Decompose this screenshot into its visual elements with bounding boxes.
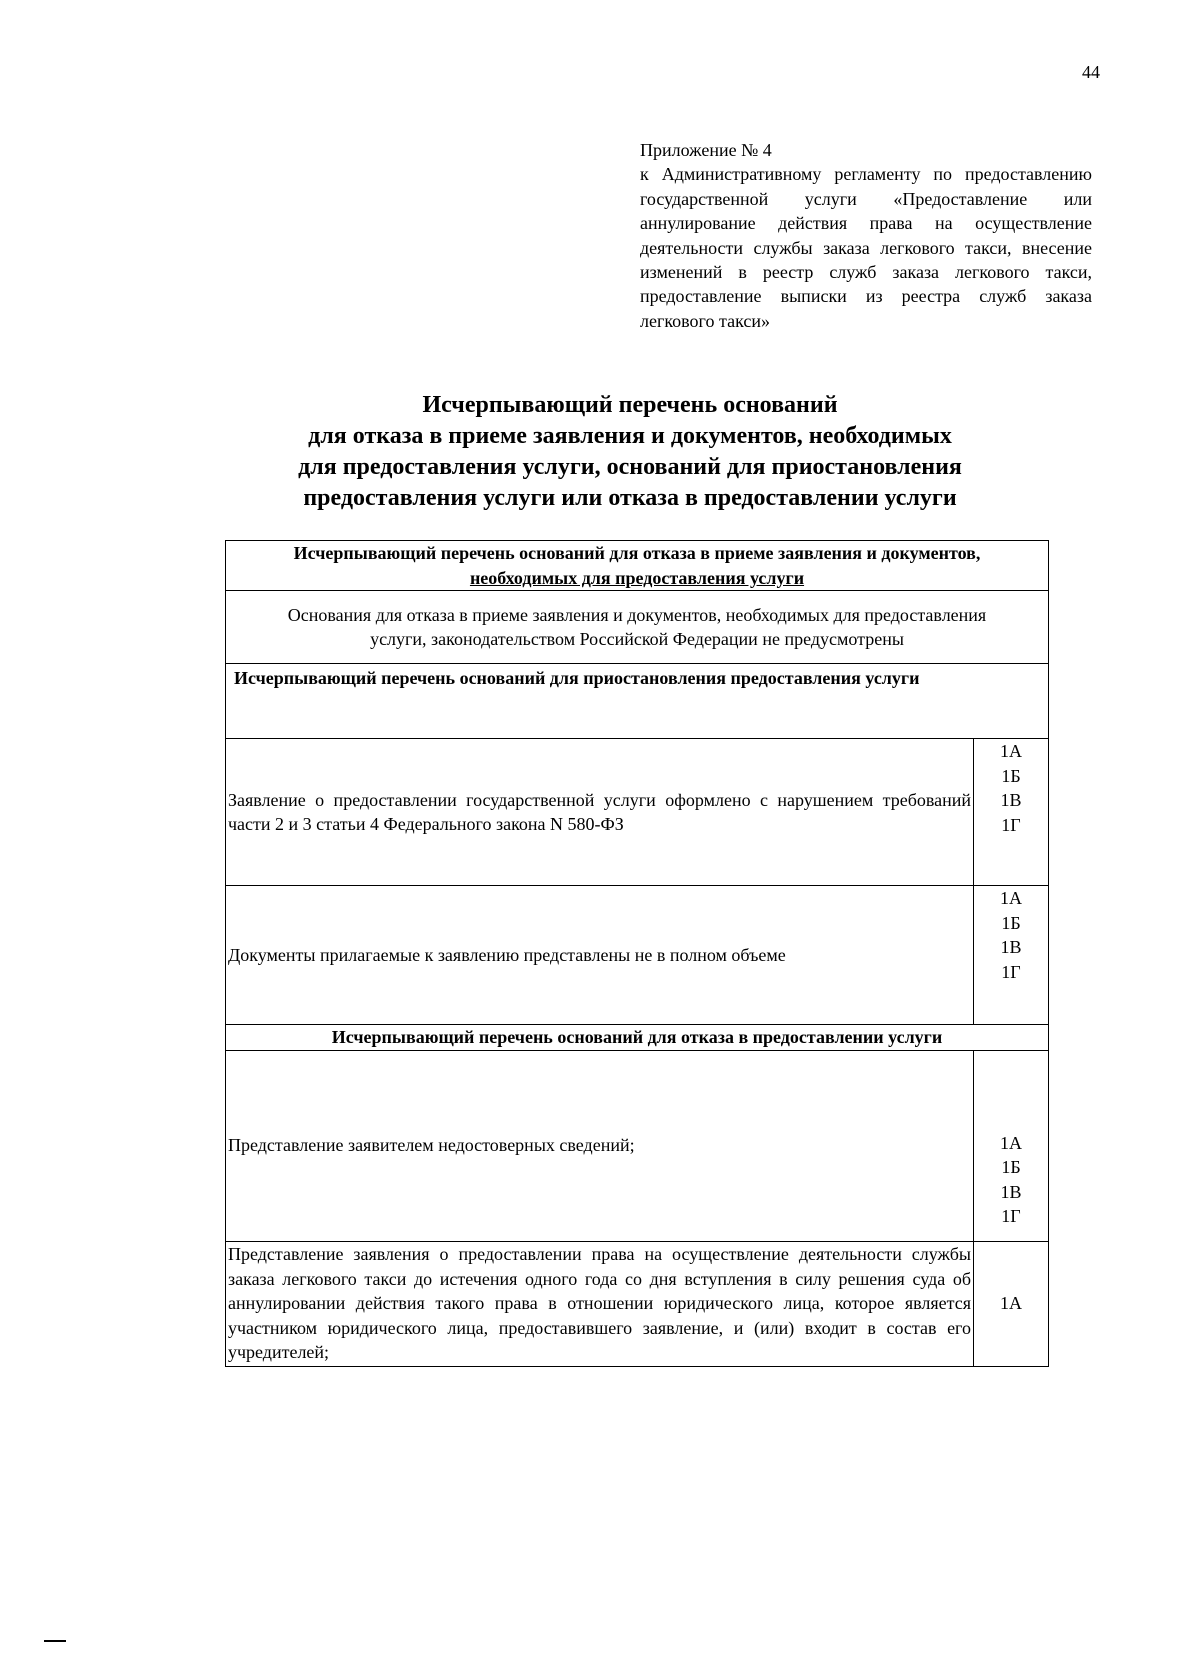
heading-line-4: предоставления услуги или отказа в предоставлении услуги (303, 485, 957, 511)
annex-block (640, 138, 1092, 333)
codes-cell (974, 1050, 1049, 1241)
footer-dash (44, 1640, 66, 1642)
document-heading (240, 390, 1020, 514)
section1-note: Основания для отказа в приеме заявления и документов, необходимых для предоставления услуги, законодательством Российской Федерации не предусмотрены (226, 591, 1049, 664)
code: 1А (1000, 1293, 1022, 1314)
reason-cell: Заявление о предоставлении государственной услуги оформлено с нарушением требований части 2 и 3 статьи 4 Федерального закона N 580-ФЗ (226, 739, 974, 886)
table-row (226, 1241, 1049, 1366)
reason-cell: Представление заявления о предоставлении права на осуществление деятельности службы заказа легкового такси до истечения одного года со дня вступления в силу решения суда об аннулировании действия такого права в отношении юридического лица, которое является участником юридического лица, предоставившего заявление, и (или) входит в состав его учредителей; (226, 1241, 974, 1366)
heading-line-3: для предоставления услуги, оснований для приостановления (298, 454, 962, 480)
section1-header-line1: Исчерпывающий перечень оснований для отказа в приеме заявления и документов, (293, 543, 981, 563)
grounds-table (225, 540, 1049, 1367)
reason-cell: Представление заявителем недостоверных сведений; (226, 1050, 974, 1241)
section2-header: Исчерпывающий перечень оснований для приостановления предоставления услуги (226, 664, 1049, 739)
section3-header-row (226, 1025, 1049, 1051)
codes-cell (974, 739, 1049, 886)
heading-line-2: для отказа в приеме заявления и документов, необходимых (308, 423, 952, 449)
table-row (226, 1050, 1049, 1241)
page-number: 44 (1082, 62, 1100, 82)
heading-line-1: Исчерпывающий перечень оснований (422, 392, 838, 418)
code: 1Г (1001, 814, 1021, 835)
section1-header-row (226, 541, 1049, 591)
annex-title: Приложение № 4 (640, 140, 772, 160)
code: 1А (1000, 888, 1022, 908)
code: 1В (1000, 1181, 1022, 1202)
codes-cell (974, 886, 1049, 1025)
code: 1Б (1001, 765, 1021, 786)
section2-header-row (226, 664, 1049, 739)
code: 1В (1000, 790, 1022, 810)
code: 1Б (1001, 912, 1021, 933)
section3-header: Исчерпывающий перечень оснований для отказа в предоставлении услуги (226, 1025, 1049, 1051)
code: 1Г (1001, 1206, 1021, 1226)
annex-text: к Административному регламенту по предоставлению государственной услуги «Предоставление или аннулирование действия права на осуществление деятельности службы заказа легкового такси, внесение изменений в реестр служб заказа легкового такси, предоставление выписки из реестра служб заказа легкового такси» (640, 164, 1092, 331)
section1-note-row (226, 591, 1049, 664)
reason-cell: Документы прилагаемые к заявлению представлены не в полном объеме (226, 886, 974, 1025)
code: 1Г (1001, 961, 1021, 982)
section1-header (226, 541, 1049, 591)
table-row (226, 886, 1049, 1025)
table-row (226, 739, 1049, 886)
code: 1А (1000, 1132, 1022, 1153)
code: 1А (1000, 741, 1022, 761)
code: 1В (1000, 937, 1022, 957)
code: 1Б (1001, 1157, 1021, 1177)
codes-cell (974, 1241, 1049, 1366)
section1-header-line2: необходимых для предоставления услуги (469, 567, 805, 588)
